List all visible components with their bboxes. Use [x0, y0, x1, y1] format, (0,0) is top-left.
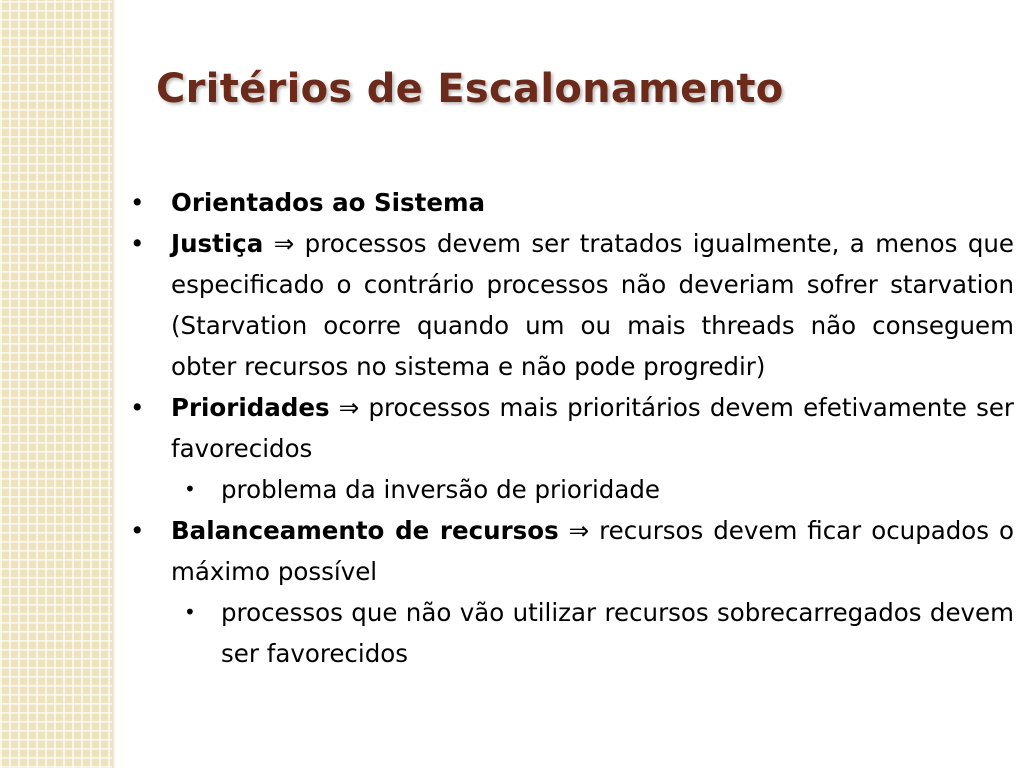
bullet-item-balanceamento [128, 510, 1014, 674]
decorative-side-strip [0, 0, 112, 768]
bullet-item-orientados [128, 182, 1014, 223]
bullet-text: processos devem ser tratados igualmente, a menos que especificado o contrário processos não deveriam sofrer starvation (Starvation ocorre quando um ou mais threads não conseguem obter recursos no sistema e não pode progredir) [171, 229, 1014, 381]
slide-content [128, 182, 1014, 674]
bullet-heading: Prioridades [171, 393, 330, 422]
bullet-list [128, 182, 1014, 674]
slide-title: Critérios de Escalonamento [156, 66, 784, 112]
implies-arrow-icon: ⇒ [338, 393, 360, 422]
implies-arrow-icon: ⇒ [568, 516, 590, 545]
side-strip-shadow [112, 0, 116, 768]
bullet-text: recursos devem ficar ocupados o máximo possível [171, 516, 1014, 586]
bullet-item-justica [128, 223, 1014, 387]
bullet-heading: Orientados ao Sistema [171, 188, 486, 217]
sub-bullet-list [171, 592, 1014, 674]
sub-bullet-list [171, 469, 1014, 510]
sub-bullet-item: • processos que não vão utilizar recursos sobrecarregados devem ser favorecidos [171, 592, 1014, 674]
sub-bullet-item: • problema da inversão de prioridade [171, 469, 1014, 510]
bullet-item-prioridades [128, 387, 1014, 510]
implies-arrow-icon: ⇒ [273, 229, 295, 258]
bullet-heading: Balanceamento de recursos [171, 516, 559, 545]
bullet-text: processos mais prioritários devem efetivamente ser favorecidos [171, 393, 1014, 463]
bullet-heading: Justiça [171, 229, 264, 258]
